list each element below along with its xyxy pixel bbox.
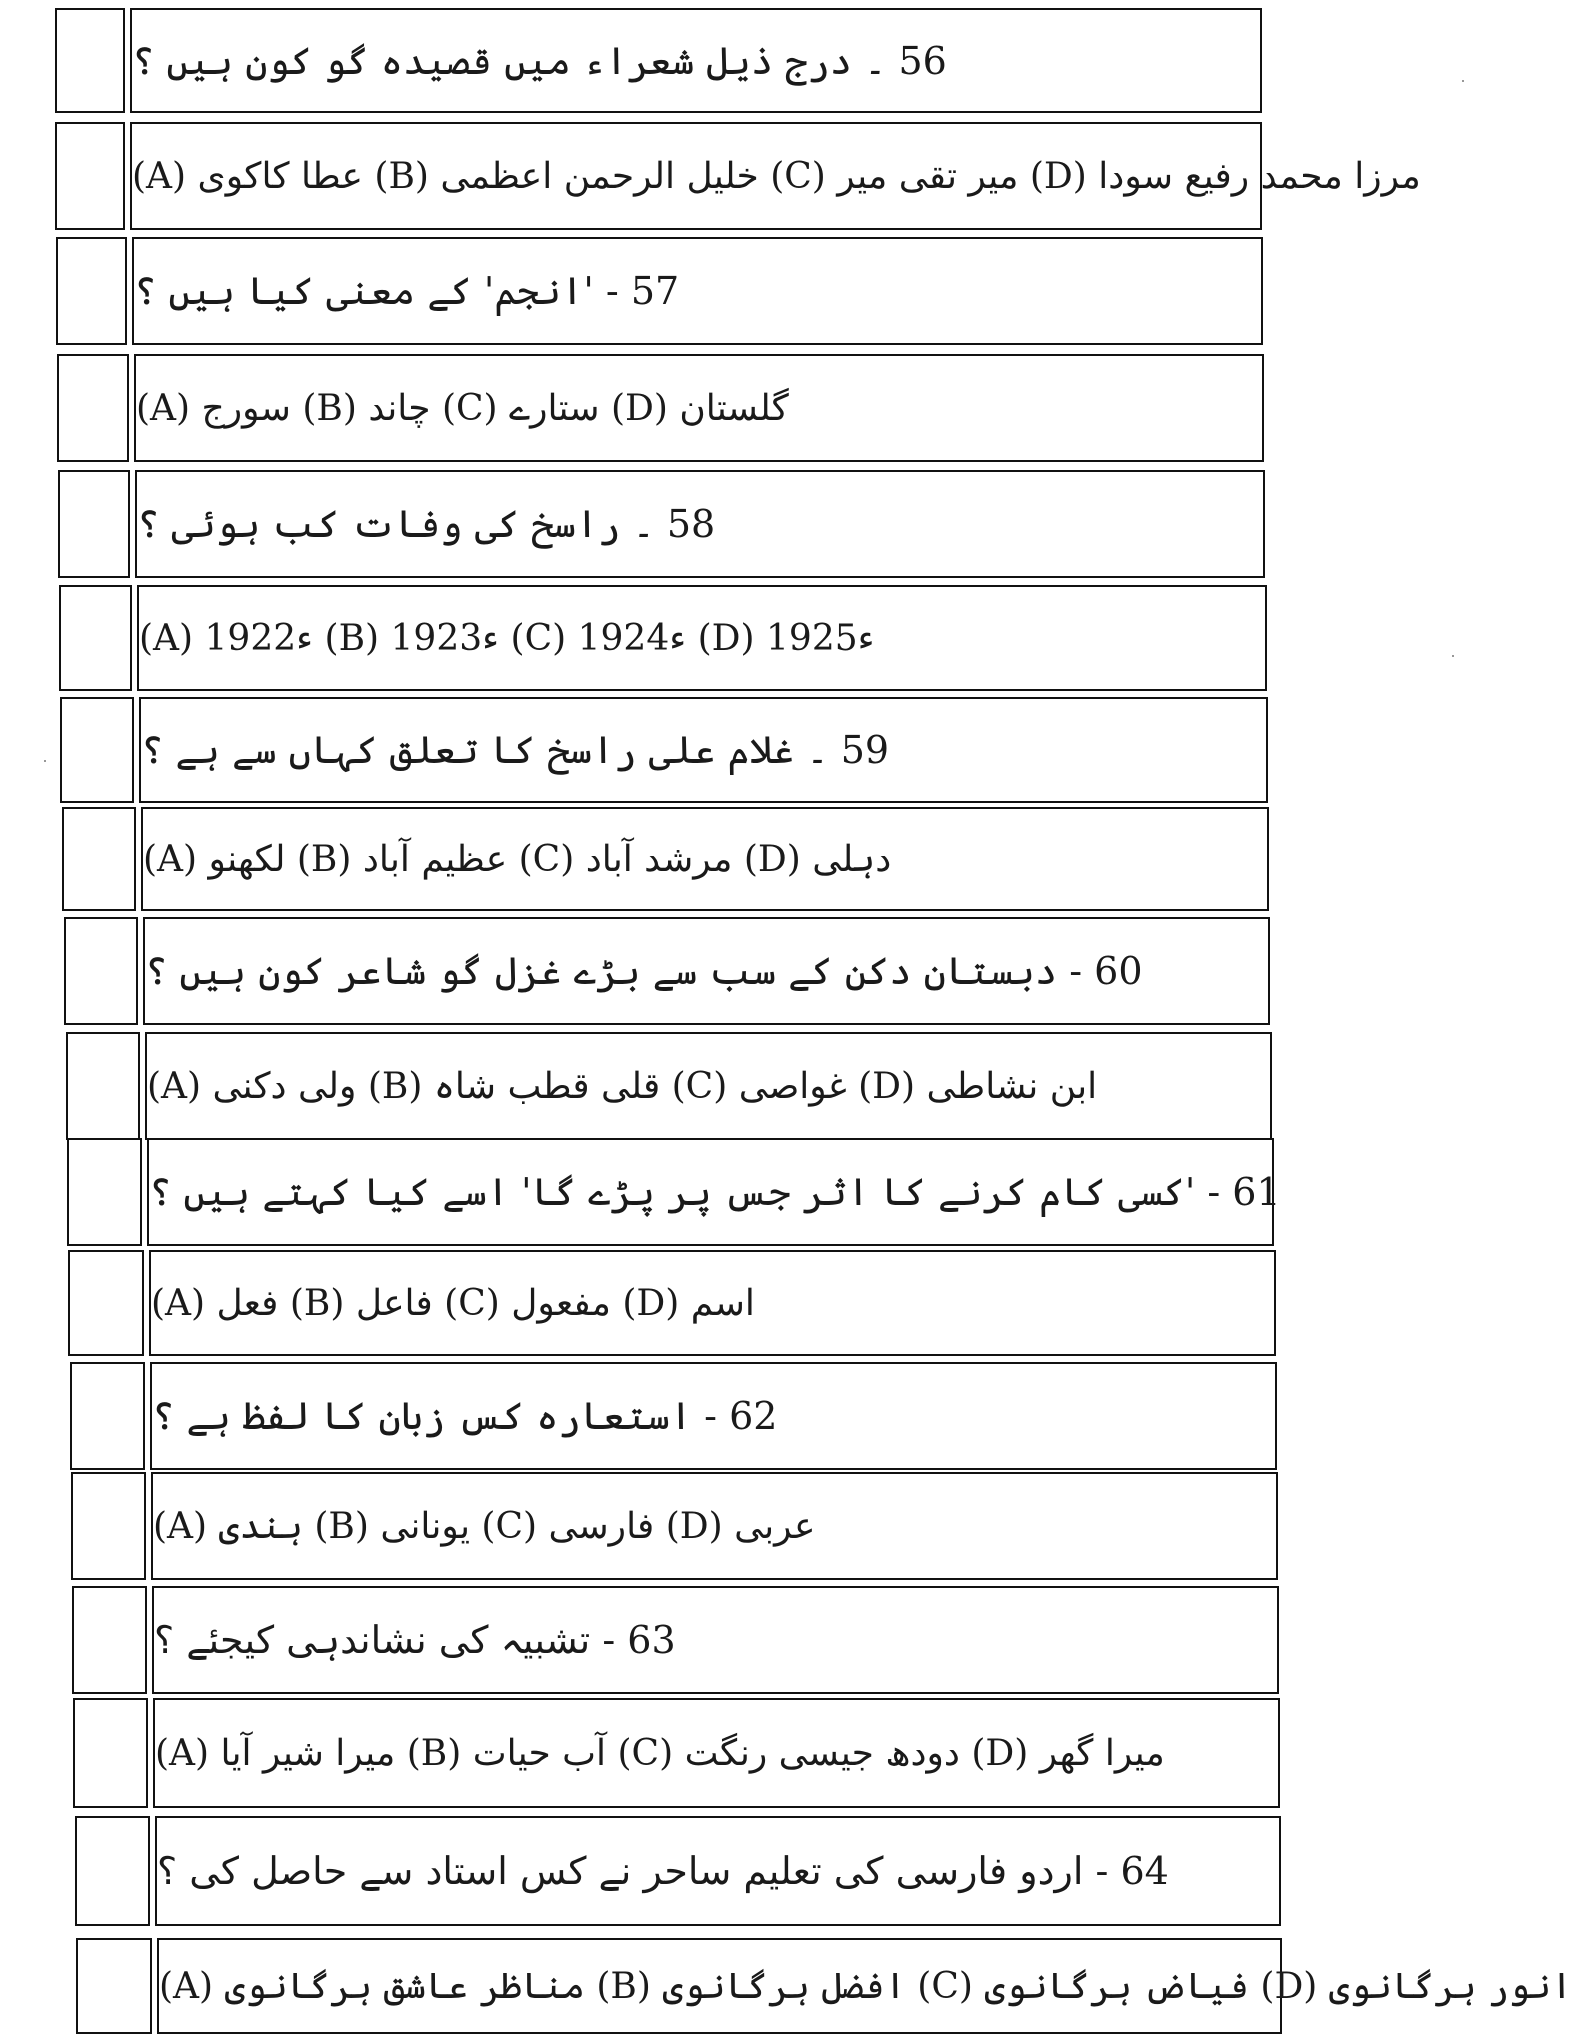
question-text: 63 - تشبیہ کی نشاندہی کیجئے ؟ xyxy=(154,1618,676,1662)
options-text: (A) لکھنو (B) عظیم آباد (C) مرشد آباد (D) دہلی xyxy=(143,838,892,880)
answer-box[interactable] xyxy=(73,1698,148,1808)
options-row xyxy=(141,807,1269,911)
question-text: 59 ۔ غلام علی راسخ کا تعلق کہاں سے ہے ؟ xyxy=(141,728,890,772)
answer-box[interactable] xyxy=(55,122,125,230)
question-row xyxy=(150,1362,1277,1470)
question-row xyxy=(130,8,1262,113)
question-text: 60 - دبستان دکن کے سب سے بڑے غزل گو شاعر کون ہیں ؟ xyxy=(145,949,1143,993)
question-row xyxy=(143,917,1270,1025)
question-text: 58 ۔ راسخ کی وفات کب ہوئی ؟ xyxy=(137,502,716,546)
answer-box[interactable] xyxy=(60,697,134,803)
options-row xyxy=(130,122,1421,230)
question-row xyxy=(152,1586,1279,1694)
options-text: (A) عطا کاکوی (B) خلیل الرحمن اعظمی (C) میر تقی میر (D) مرزا محمد رفیع سودا xyxy=(132,155,1421,197)
scan-speck xyxy=(44,760,46,762)
options-text: (A) فعل (B) فاعل (C) مفعول (D) اسم xyxy=(151,1282,755,1324)
question-row xyxy=(132,237,1263,345)
options-text: (A) سورج (B) چاند (C) ستارے (D) گلستان xyxy=(136,387,789,429)
answer-box[interactable] xyxy=(72,1586,147,1694)
question-text: 61 - 'کسی کام کرنے کا اثر جس پر پڑے گا' اسے کیا کہتے ہیں ؟ xyxy=(149,1170,1281,1214)
answer-box[interactable] xyxy=(71,1472,146,1580)
question-row xyxy=(139,697,1268,803)
answer-box[interactable] xyxy=(62,807,136,911)
answer-box[interactable] xyxy=(68,1250,144,1356)
answer-box[interactable] xyxy=(59,585,132,691)
question-text: 56 ۔ درج ذیل شعراء میں قصیدہ گو کون ہیں ؟ xyxy=(132,38,947,83)
scan-speck xyxy=(1462,80,1464,82)
options-text: (A) 1922ء (B) 1923ء (C) 1924ء (D) 1925ء xyxy=(139,617,875,659)
answer-box[interactable] xyxy=(64,917,138,1025)
question-row xyxy=(147,1138,1281,1246)
options-text: (A) ولی دکنی (B) قلی قطب شاہ (C) غواصی (D) ابن نشاطی xyxy=(147,1065,1098,1107)
answer-box[interactable] xyxy=(55,8,125,113)
answer-box[interactable] xyxy=(76,1938,152,2034)
options-row xyxy=(157,1938,1572,2034)
answer-box[interactable] xyxy=(70,1362,145,1470)
options-row xyxy=(151,1472,1278,1580)
options-row xyxy=(149,1250,1276,1356)
answer-box[interactable] xyxy=(75,1816,150,1926)
options-text: (A) میرا شیر آیا (B) آب حیات (C) دودھ جیسی رنگت (D) میرا گھر xyxy=(155,1732,1165,1774)
question-row xyxy=(135,470,1265,578)
options-text: (A) مناظر عاشق ہرگانوی (B) افضل ہرگانوی (C) فیاض ہرگانوی (D) انور ہرگانوی xyxy=(159,1965,1572,2007)
options-row xyxy=(153,1698,1280,1808)
answer-box[interactable] xyxy=(57,354,129,462)
options-row xyxy=(145,1032,1272,1140)
options-text: (A) ہندی (B) یونانی (C) فارسی (D) عربی xyxy=(153,1505,816,1547)
answer-box[interactable] xyxy=(66,1032,140,1140)
question-row xyxy=(155,1816,1281,1926)
answer-box[interactable] xyxy=(58,470,130,578)
options-row xyxy=(137,585,1267,691)
question-text: 57 - 'انجم' کے معنی کیا ہیں ؟ xyxy=(134,269,680,313)
question-text: 62 - استعارہ کس زبان کا لفظ ہے ؟ xyxy=(152,1394,778,1438)
answer-box[interactable] xyxy=(67,1138,142,1246)
question-text: 64 - اردو فارسی کی تعلیم ساحر نے کس استاد سے حاصل کی ؟ xyxy=(157,1849,1169,1893)
options-row xyxy=(134,354,1264,462)
answer-box[interactable] xyxy=(56,237,127,345)
scan-speck xyxy=(1452,655,1454,657)
